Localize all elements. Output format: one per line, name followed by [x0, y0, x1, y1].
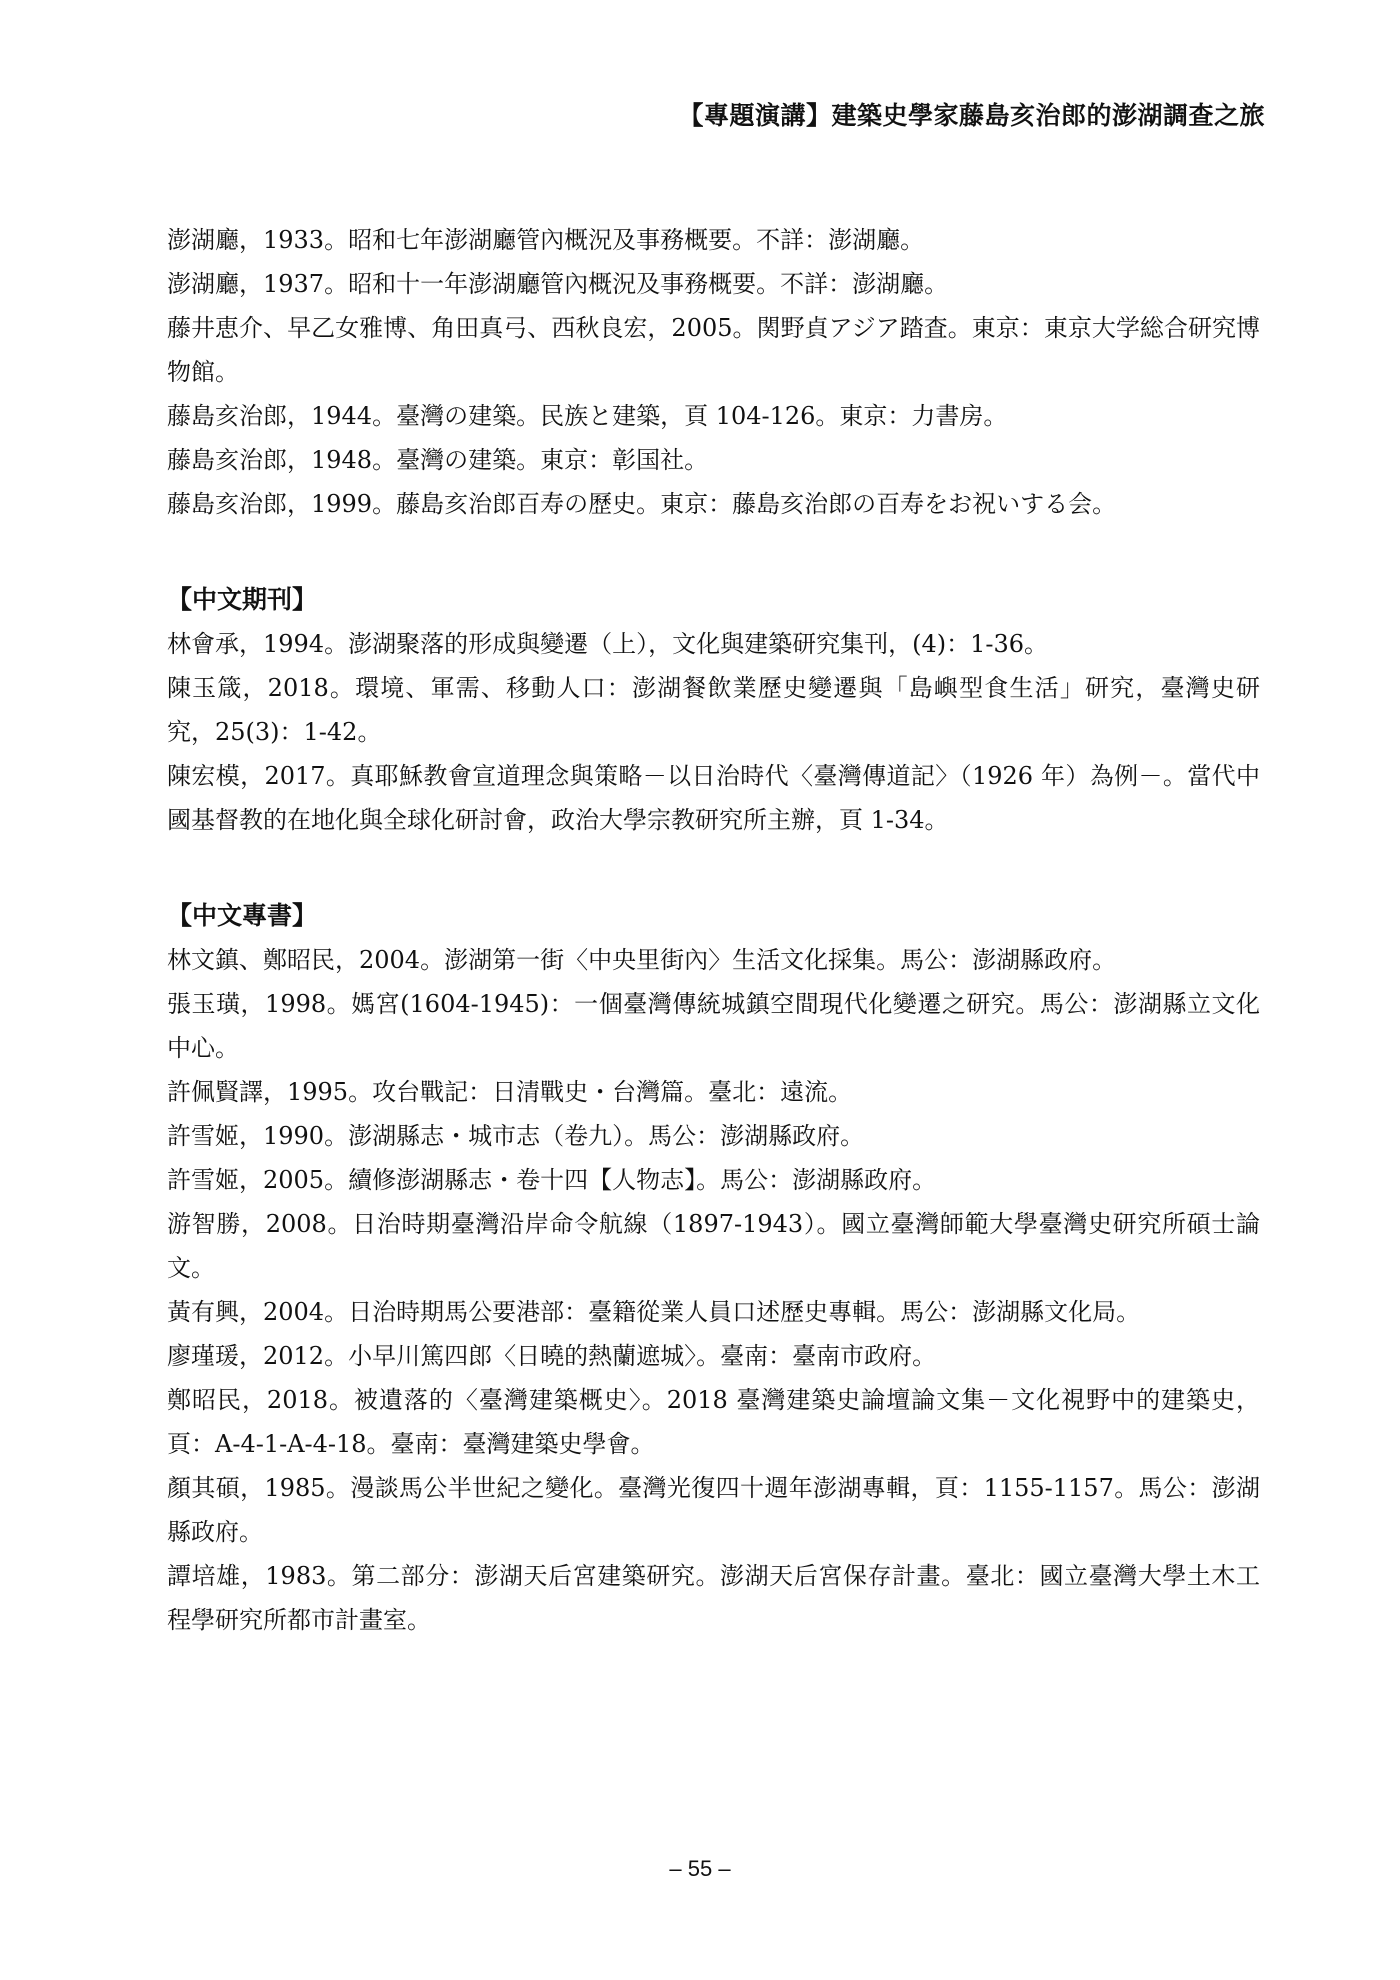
reference-entry: 顏其碩，1985。漫談馬公半世紀之變化。臺灣光復四十週年澎湖專輯，頁：1155-1157。馬公：澎湖縣政府。 — [167, 1474, 1260, 1546]
reference-entry: 許雪姬，1990。澎湖縣志・城市志（卷九）。馬公：澎湖縣政府。 — [167, 1122, 865, 1150]
bibliography — [167, 218, 1260, 1642]
reference-entry: 陳宏模，2017。真耶穌教會宣道理念與策略－以日治時代〈臺灣傳道記〉（1926 年）為例－。當代中國基督教的在地化與全球化研討會，政治大學宗教研究所主辦，頁 1-34。 — [167, 762, 1260, 834]
reference-entry: 林文鎮、鄭昭民，2004。澎湖第一街〈中央里街內〉生活文化採集。馬公：澎湖縣政府。 — [167, 946, 1117, 974]
reference-list — [167, 622, 1260, 842]
reference-entry: 游智勝，2008。日治時期臺灣沿岸命令航線（1897-1943）。國立臺灣師範大學臺灣史研究所碩士論文。 — [167, 1210, 1260, 1282]
section-chinese-books — [167, 894, 1260, 1642]
running-header-title: 【專題演講】建築史學家藤島亥治郎的澎湖調查之旅 — [678, 101, 1265, 130]
reference-entry: 黃有興，2004。日治時期馬公要港部：臺籍從業人員口述歷史專輯。馬公：澎湖縣文化局。 — [167, 1298, 1141, 1326]
reference-entry: 許佩賢譯，1995。攻台戰記：日清戰史・台灣篇。臺北：遠流。 — [167, 1078, 853, 1106]
reference-entry: 陳玉箴，2018。環境、軍需、移動人口：澎湖餐飲業歷史變遷與「島嶼型食生活」研究，臺灣史研究，25(3)：1-42。 — [167, 674, 1260, 746]
page-number: – 55 – — [669, 1856, 731, 1881]
reference-entry: 張玉璜，1998。媽宮(1604-1945)：一個臺灣傳統城鎮空間現代化變遷之研究。馬公：澎湖縣立文化中心。 — [167, 990, 1260, 1062]
reference-entry: 藤島亥治郎，1999。藤島亥治郎百寿の歷史。東京：藤島亥治郎の百寿をお祝いする会。 — [167, 490, 1117, 518]
reference-entry: 廖瑾瑗，2012。小早川篤四郎〈日曉的熱蘭遮城〉。臺南：臺南市政府。 — [167, 1342, 937, 1370]
reference-entry: 澎湖廳，1937。昭和十一年澎湖廳管內概況及事務概要。不詳：澎湖廳。 — [167, 270, 949, 298]
section-japanese-books — [167, 218, 1260, 526]
reference-entry: 鄭昭民，2018。被遺落的〈臺灣建築概史〉。2018 臺灣建築史論壇論文集－文化視野中的建築史，頁：A-4-1-A-4-18。臺南：臺灣建築史學會。 — [167, 1386, 1260, 1458]
reference-entry: 藤島亥治郎，1944。臺灣の建築。民族と建築，頁 104-126。東京：力書房。 — [167, 402, 1008, 430]
section-chinese-journals — [167, 578, 1260, 842]
reference-entry: 譚培雄，1983。第二部分：澎湖天后宮建築研究。澎湖天后宮保存計畫。臺北：國立臺灣大學土木工程學研究所都市計畫室。 — [167, 1562, 1260, 1634]
reference-entry: 許雪姬，2005。續修澎湖縣志・卷十四【人物志】。馬公：澎湖縣政府。 — [167, 1166, 937, 1194]
reference-list — [167, 218, 1260, 526]
reference-entry: 澎湖廳，1933。昭和七年澎湖廳管內概況及事務概要。不詳：澎湖廳。 — [167, 226, 925, 254]
reference-entry: 藤島亥治郎，1948。臺灣の建築。東京：彰国社。 — [167, 446, 709, 474]
reference-entry: 藤井恵介、早乙女雅博、角田真弓、西秋良宏，2005。関野貞アジア踏査。東京：東京大学総合研究博物館。 — [167, 314, 1260, 386]
reference-list — [167, 938, 1260, 1642]
reference-entry: 林會承，1994。澎湖聚落的形成與變遷（上），文化與建築研究集刊，(4)：1-36。 — [167, 630, 1048, 658]
section-heading: 【中文專書】 — [167, 901, 318, 930]
section-heading: 【中文期刊】 — [167, 585, 318, 614]
